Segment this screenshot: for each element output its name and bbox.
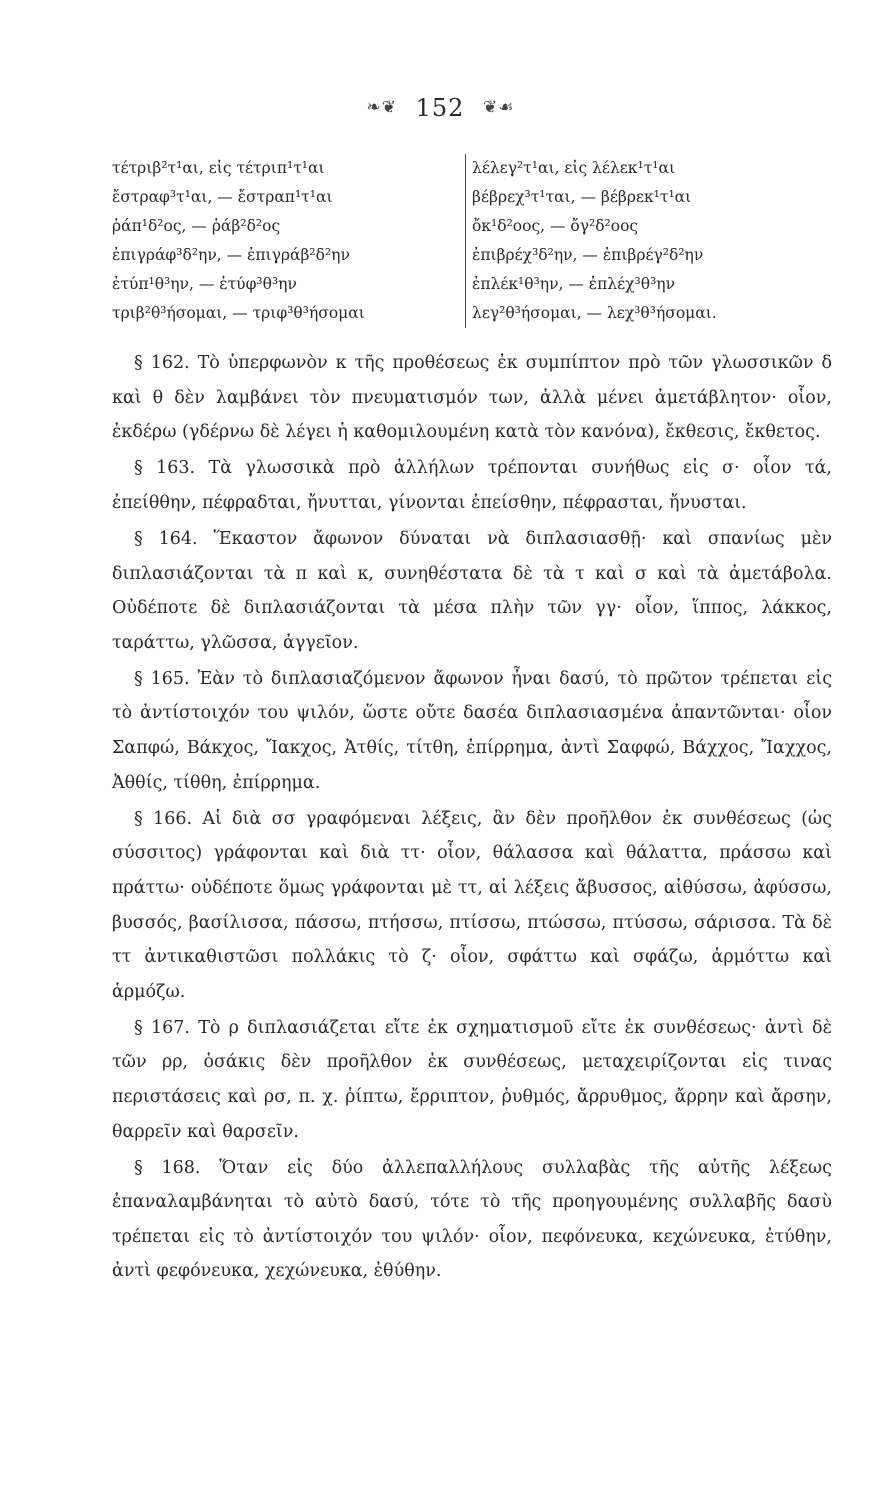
paragraph-162 [112,346,832,450]
section-number: § 168. [134,1157,201,1178]
table-cell-left: ἐτύπ¹θ³ην, — ἐτύφ³θ³ην [112,270,466,299]
paragraph-text: Τὸ ρ διπλασιάζεται εἴτε ἐκ σχηματισμοῦ εἴτε ἐκ συνθέσεως· ἀντὶ δὲ τῶν ρρ, ὁσάκις δὲν προῆλθον ἐκ συνθέσεως, μεταχειρίζονται εἰς τινας περιστάσεις καὶ ρσ, π. χ. ῥίπτω, ἔρριπτον, ῥυθμός, ἄρρυθμος, ἄρρην καὶ ἄρσην, θαρρεῖν καὶ θαρσεῖν. [112,1017,832,1142]
table-cell-left: ἔστραφ³τ¹αι, — ἔστραπ¹τ¹αι [112,183,466,212]
page-number: 152 [415,93,465,122]
paragraph-168 [112,1151,832,1289]
table-row [112,270,832,299]
table-cell-right: λέλεγ²τ¹αι, εἰς λέλεκ¹τ¹αι [472,159,676,177]
paragraph-text: Αἱ διὰ σσ γραφόμεναι λέξεις, ἂν δὲν προῆλθον ἐκ συνθέσεως (ὡς σύσσιτος) γράφονται καὶ διὰ ττ· οἷον, θάλασσα καὶ θάλαττα, πράσσω καὶ πράττω· οὐδέποτε ὅμως γράφονται μὲ ττ, αἱ λέξεις ἄβυσσος, αἰθύσσω, ἀφύσσω, βυσσός, βασίλισσα, πάσσω, πτήσσω, πτίσσω, πτώσσω, πτύσσω, σάρισσα. Τὰ δὲ ττ ἀντικαθιστῶσι πολλάκις τὸ ζ· οἷον, σφάττω καὶ σφάζω, ἁρμόττω καὶ ἁρμόζω. [112,808,832,1002]
paragraph-167 [112,1011,832,1149]
table-cell-left: ῥάπ¹δ²ος, — ῥάβ²δ²ος [112,212,466,241]
table-cell-right: βέβρεχ³τ¹ται, — βέβρεκ¹τ¹αι [472,188,692,206]
paragraph-text: Τὰ γλωσσικὰ πρὸ ἀλλήλων τρέπονται συνήθως εἰς σ· οἷον τά, ἐπείθθην, πέφραδται, ἤνυτται, γίνονται ἐπείσθην, πέφρασται, ἤνυσται. [112,458,832,513]
paragraph-text: Τὸ ὑπερφωνὸν κ τῆς προθέσεως ἐκ συμπίπτον πρὸ τῶν γλωσσικῶν δ καὶ θ δὲν λαμβάνει τὸν πνευματισμόν των, ἀλλὰ μένει ἀμετάβλητον· οἷον, ἐκδέρω (γδέρνω δὲ λέγει ἡ καθομιλουμένη κατὰ τὸν κανόνα), ἔκθεσις, ἔκθετος. [112,353,832,443]
table-row [112,154,832,183]
table-row [112,212,832,241]
conjugation-table [112,154,832,328]
paragraph-163 [112,451,832,520]
table-row [112,299,832,328]
section-number: § 162. [134,353,190,373]
table-cell-left: τέτριβ²τ¹αι, εἰς τέτριπ¹τ¹αι [112,154,466,183]
table-cell-right: λεγ²θ³ήσομαι, — λεχ³θ³ήσομαι. [472,304,717,322]
page-body [112,346,832,1291]
section-number: § 164. [134,528,198,549]
section-number: § 166. [134,808,193,829]
table-cell-left: ἐπιγράφ³δ²ην, — ἐπιγράβ²δ²ην [112,241,466,270]
page-header [0,92,881,122]
paragraph-166 [112,802,832,1010]
paragraph-text: Ἕκαστον ἄφωνον δύναται νὰ διπλασιασθῇ· καὶ σπανίως μὲν διπλασιάζονται τὰ π καὶ κ, συνηθέστατα δὲ τὰ τ καὶ σ καὶ τὰ ἀμετάβολα. Οὐδέποτε δὲ διπλασιάζονται τὰ μέσα πλὴν τῶν γγ· οἷον, ἵππος, λάκκος, ταράττω, γλῶσσα, ἀγγεῖον. [112,528,832,653]
table-cell-right: ὄκ¹δ²οος, — ὄγ²δ²οος [472,217,639,235]
paragraph-text: Ἐὰν τὸ διπλασιαζόμενον ἄφωνον ἦναι δασύ, τὸ πρῶτον τρέπεται εἰς τὸ ἀντίστοιχόν του ψιλόν, ὥστε οὔτε δασέα διπλασιασμένα ἀπαντῶνται· οἷον Σαπφώ, Βάκχος, Ἴακχος, Ἀτθίς, τίτθη, ἐπίρρημα, ἀντὶ Σαφφώ, Βάχχος, Ἴαχχος, Ἀθθίς, τίθθη, ἐπίρρημα. [112,668,833,793]
table-cell-left: τριβ²θ³ήσομαι, — τριφ³θ³ήσομαι [112,299,466,328]
table-cell-right: ἐπιβρέχ³δ²ην, — ἐπιβρέγ²δ²ην [472,246,704,264]
section-number: § 167. [134,1017,190,1038]
section-number: § 165. [134,668,190,689]
paragraph-164 [112,522,832,660]
table-row [112,183,832,212]
section-number: § 163. [134,458,196,479]
ornament-right-icon: ❦☙ [483,97,515,118]
paragraph-text: Ὅταν εἰς δύο ἀλλεπαλλήλους συλλαβὰς τῆς αὐτῆς λέξεως ἐπαναλαμβάνηται τὸ αὐτὸ δασύ, τότε τὸ τῆς προηγουμένης συλλαβῆς δασὺ τρέπεται εἰς τὸ ἀντίστοιχόν του ψιλόν· οἷον, πεφόνευκα, κεχώνευκα, ἐτύθην, ἀντὶ φεφόνευκα, χεχώνευκα, ἐθύθην. [112,1157,832,1282]
ornament-left-icon: ❧❦ [366,97,397,118]
table-row [112,241,832,270]
paragraph-165 [112,662,832,800]
table-cell-right: ἐπλέκ¹θ³ην, — ἐπλέχ³θ³ην [472,275,676,293]
